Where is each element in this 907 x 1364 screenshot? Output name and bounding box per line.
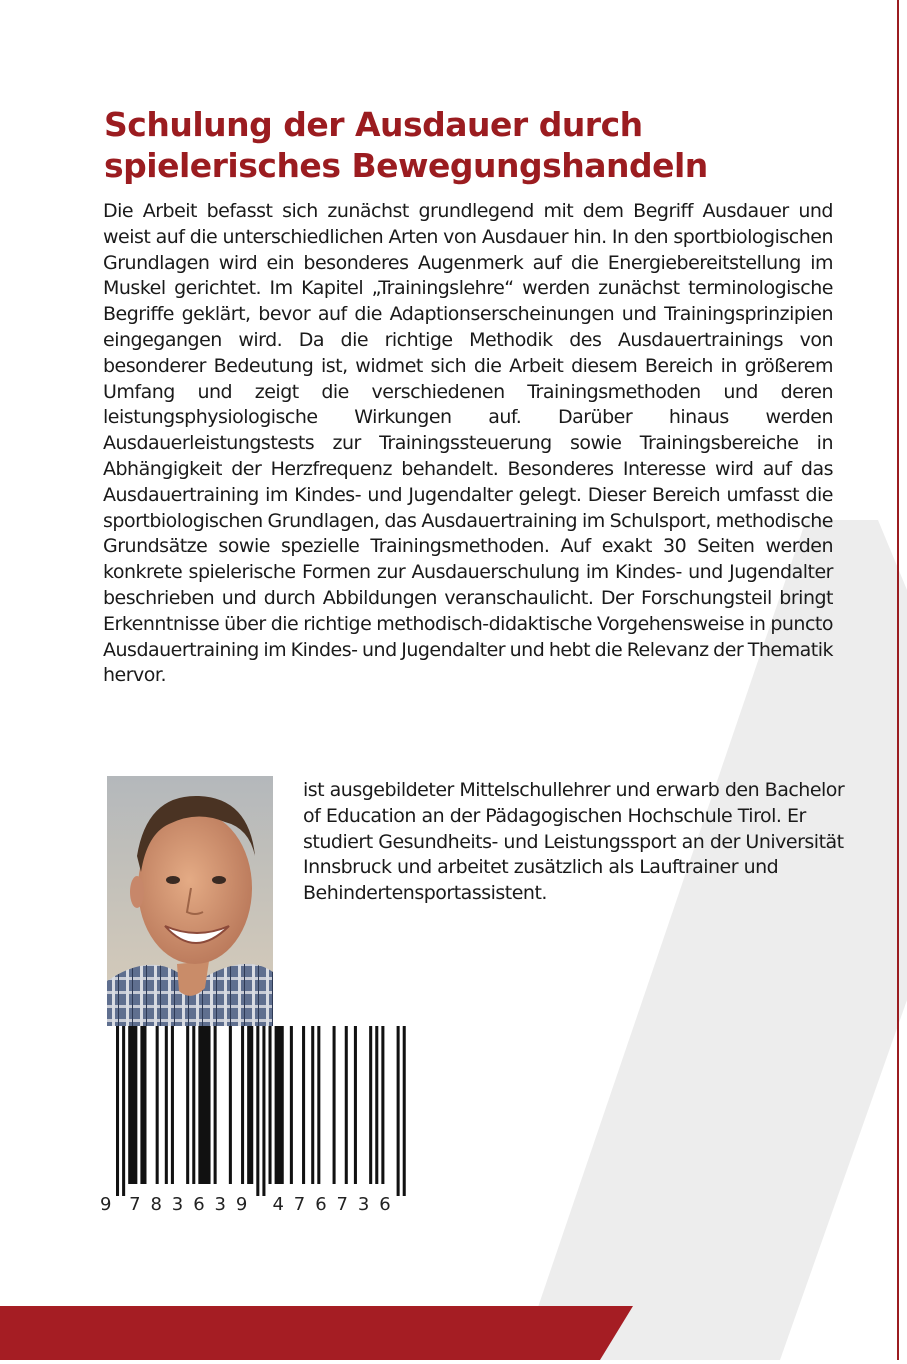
barcode-bar xyxy=(241,1026,244,1184)
barcode-bar xyxy=(345,1026,348,1184)
barcode-bar xyxy=(354,1026,357,1184)
isbn-digit: 6 xyxy=(379,1194,391,1215)
isbn-digit: 7 xyxy=(336,1194,348,1215)
author-bio: ist ausgebildeter Mittelschullehrer und erwarb den Bachelor of Education an der Pädagogischen Hochschule Tirol. Er studiert Gesundheits- und Leistungssport an der Universität Innsbruck und arbeitet zusätzlich als Lauftrainer und Behindertensportassistent. xyxy=(303,779,845,905)
barcode-bar xyxy=(192,1026,195,1184)
barcode-bar xyxy=(369,1026,372,1184)
barcode-bar xyxy=(311,1026,314,1184)
barcode-bar xyxy=(156,1026,159,1184)
isbn-digit: 3 xyxy=(357,1194,370,1215)
isbn-digit: 9 xyxy=(235,1194,248,1215)
barcode-bar xyxy=(229,1026,232,1184)
barcode-bar xyxy=(302,1026,305,1184)
book-blurb: Die Arbeit befasst sich zunächst grundlegend mit dem Begriff Ausdauer und weist auf die unterschiedlichen Arten von Ausdauer hin. In den sportbiologischen Grundlagen wird ein besonderes Augenmerk auf die Energiebereitstellung im Muskel gerichtet. Im Kapitel „Trainingslehre“ werden zunächst terminologische Begriffe geklärt, bevor auf die Adaptionserscheinungen und Trainingsprinzipien eingegangen wird. Da die richtige Methodik des Ausdauertrainings von besonderer Bedeutung ist, widmet sich die Arbeit diesem Bereich in größerem Umfang und zeigt die verschiedenen Trainingsmethoden und deren leistungsphysiologische Wirkungen auf. Darüber hinaus werden Ausdauerleistungstests zur Trainingssteuerung sowie Trainingsbereiche in Abhängigkeit der Herzfrequenz behandelt. Besonderes Interesse wird auf das Ausdauertraining im Kindes- und Jugendalter gelegt. Dieser Bereich umfasst die sportbiologischen Grundlagen, das Ausdauertraining im Schulsport, methodische Grundsätze sowie spezielle Trainingsmethoden. Auf exakt 30 Seiten werden konkrete spielerische Formen zur Ausdauerschulung im Kindes- und Jugendalter beschrieben und durch Abbildungen veranschaulicht. Der Forschungsteil bringt Erkenntnisse über die richtige methodisch-didaktische Vorgehensweise in puncto Ausdauertraining im Kindes- und Jugendalter und hebt die Relevanz der Thematik hervor. xyxy=(103,200,833,687)
barcode-bar xyxy=(186,1026,189,1184)
isbn-digit: 6 xyxy=(315,1194,327,1215)
barcode-bar xyxy=(381,1026,384,1184)
barcode-bar xyxy=(397,1026,400,1196)
barcode-bar xyxy=(116,1026,119,1196)
barcode-bar xyxy=(375,1026,378,1184)
isbn-digit: 9 xyxy=(100,1194,112,1215)
barcode-bar xyxy=(256,1026,259,1196)
barcode-bar xyxy=(403,1026,406,1196)
barcode-bar xyxy=(128,1026,137,1184)
isbn-digit: 3 xyxy=(171,1194,184,1215)
isbn-digit: 3 xyxy=(214,1194,226,1215)
barcode-bar xyxy=(171,1026,174,1184)
barcode-bar xyxy=(214,1026,217,1184)
barcode-bar xyxy=(122,1026,125,1196)
isbn-digit: 7 xyxy=(129,1194,141,1215)
barcode-bar xyxy=(317,1026,320,1184)
isbn-digit: 6 xyxy=(193,1194,205,1215)
book-title-line-2: spielerisches Bewegungshandeln xyxy=(104,146,708,185)
barcode-bar xyxy=(290,1026,293,1184)
isbn-digit: 4 xyxy=(272,1194,284,1215)
barcode-bar xyxy=(198,1026,210,1184)
barcode-bar xyxy=(269,1026,272,1184)
barcode-bar xyxy=(140,1026,146,1184)
barcode-bar xyxy=(262,1026,265,1196)
barcode-bar xyxy=(247,1026,253,1184)
book-title xyxy=(104,104,804,186)
isbn-digit: 8 xyxy=(150,1194,162,1215)
author-photo xyxy=(107,776,273,1026)
isbn-number xyxy=(100,1194,410,1216)
barcode-bar xyxy=(333,1026,336,1184)
book-title-line-1: Schulung der Ausdauer durch xyxy=(104,105,643,144)
barcode-bar xyxy=(165,1026,168,1184)
barcode-bar xyxy=(275,1026,284,1184)
isbn-barcode xyxy=(100,1026,420,1216)
isbn-digit: 7 xyxy=(293,1194,306,1215)
